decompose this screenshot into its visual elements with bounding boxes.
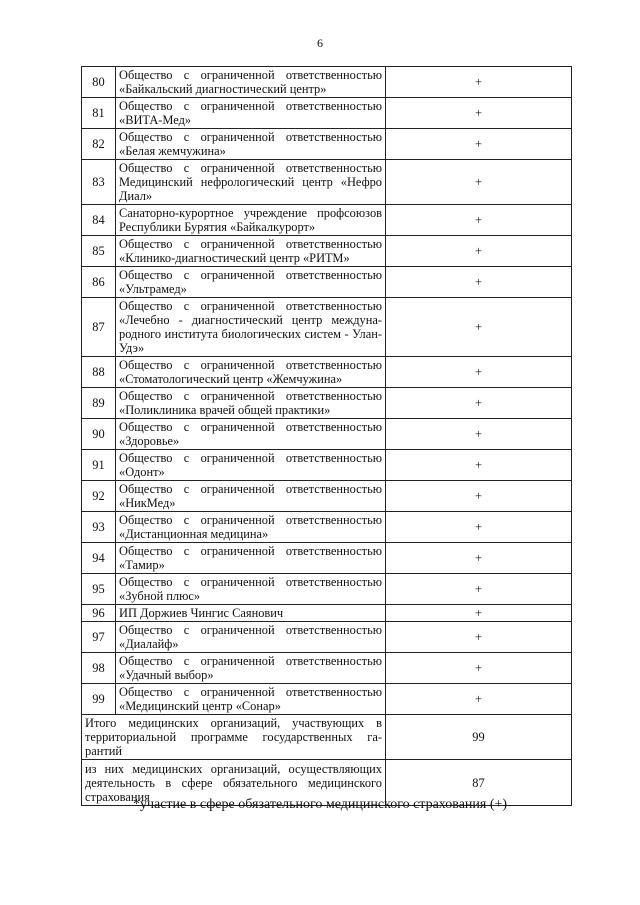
oms-participation-mark: + [386, 622, 572, 653]
organization-name: Общество с ограниченной ответственностью Медицинский нефрологический центр «Нефро Диал» [116, 160, 386, 205]
oms-participation-mark: + [386, 67, 572, 98]
oms-participation-mark: + [386, 574, 572, 605]
table-row [82, 357, 572, 388]
row-number: 90 [82, 419, 116, 450]
table-row [82, 450, 572, 481]
table-row [82, 605, 572, 622]
table-row [82, 298, 572, 357]
table-row [82, 622, 572, 653]
row-number: 83 [82, 160, 116, 205]
table-row [82, 388, 572, 419]
row-number: 97 [82, 622, 116, 653]
row-number: 87 [82, 298, 116, 357]
organization-name: Общество с ограниченной ответственностью «Одонт» [116, 450, 386, 481]
organization-name: Общество с ограниченной ответственностью «Дистанционная медицина» [116, 512, 386, 543]
row-number: 88 [82, 357, 116, 388]
oms-participation-mark: + [386, 236, 572, 267]
organization-name: Общество с ограниченной ответственностью «Стоматологический центр «Жемчужина» [116, 357, 386, 388]
row-number: 99 [82, 684, 116, 715]
row-number: 95 [82, 574, 116, 605]
footnote: *участие в сфере обязательного медицинского страхования (+) [132, 797, 508, 812]
organization-name: Общество с ограниченной ответственностью «Лечебно - диагностический центр междуна-родного института биологических систем - Улан-Удэ» [116, 298, 386, 357]
table-row [82, 543, 572, 574]
row-number: 91 [82, 450, 116, 481]
table-row [82, 653, 572, 684]
row-number: 86 [82, 267, 116, 298]
row-number: 94 [82, 543, 116, 574]
table-row [82, 267, 572, 298]
table-row [82, 205, 572, 236]
organization-name: Общество с ограниченной ответственностью «Зубной плюс» [116, 574, 386, 605]
table-row [82, 481, 572, 512]
organization-name: Общество с ограниченной ответственностью «Поликлиника врачей общей практики» [116, 388, 386, 419]
organization-name: Общество с ограниченной ответственностью «Медицинский центр «Сонар» [116, 684, 386, 715]
row-number: 82 [82, 129, 116, 160]
oms-participation-mark: + [386, 512, 572, 543]
row-number: 80 [82, 67, 116, 98]
organization-name: Общество с ограниченной ответственностью «Белая жемчужина» [116, 129, 386, 160]
total-label: из них медицинских организаций, осуществляющих деятельность в сфере обязательного медицинского страхования [82, 760, 386, 806]
table-row [82, 574, 572, 605]
oms-participation-mark: + [386, 205, 572, 236]
organization-name: Санаторно-курортное учреждение профсоюзов Республики Бурятия «Байкалкурорт» [116, 205, 386, 236]
total-row [82, 715, 572, 760]
oms-participation-mark: + [386, 605, 572, 622]
row-number: 89 [82, 388, 116, 419]
total-value: 99 [386, 715, 572, 760]
oms-participation-mark: + [386, 684, 572, 715]
table-row [82, 419, 572, 450]
table-row [82, 160, 572, 205]
organization-name: Общество с ограниченной ответственностью «ВИТА-Мед» [116, 98, 386, 129]
row-number: 98 [82, 653, 116, 684]
organization-name: Общество с ограниченной ответственностью «Клинико-диагностический центр «РИТМ» [116, 236, 386, 267]
row-number: 81 [82, 98, 116, 129]
organization-name: Общество с ограниченной ответственностью «Тамир» [116, 543, 386, 574]
page-number: 6 [317, 36, 323, 50]
oms-participation-mark: + [386, 419, 572, 450]
table-row [82, 129, 572, 160]
oms-participation-mark: + [386, 160, 572, 205]
organizations-table-body [82, 67, 572, 806]
organization-name: Общество с ограниченной ответственностью «Байкальский диагностический центр» [116, 67, 386, 98]
organization-name: Общество с ограниченной ответственностью «Удачный выбор» [116, 653, 386, 684]
oms-participation-mark: + [386, 267, 572, 298]
total-value: 87 [386, 760, 572, 806]
oms-participation-mark: + [386, 298, 572, 357]
table-row [82, 512, 572, 543]
organization-name: Общество с ограниченной ответственностью «Диалайф» [116, 622, 386, 653]
oms-participation-mark: + [386, 98, 572, 129]
organization-name: Общество с ограниченной ответственностью «Ультрамед» [116, 267, 386, 298]
oms-participation-mark: + [386, 481, 572, 512]
organization-name: Общество с ограниченной ответственностью «Здоровье» [116, 419, 386, 450]
oms-participation-mark: + [386, 450, 572, 481]
row-number: 85 [82, 236, 116, 267]
organization-name: ИП Доржиев Чингис Саянович [116, 605, 386, 622]
organization-name: Общество с ограниченной ответственностью «НикМед» [116, 481, 386, 512]
oms-participation-mark: + [386, 653, 572, 684]
table-row [82, 98, 572, 129]
oms-participation-mark: + [386, 543, 572, 574]
row-number: 93 [82, 512, 116, 543]
total-label: Итого медицинских организаций, участвующих в территориальной программе государственных га-рантий [82, 715, 386, 760]
oms-participation-mark: + [386, 129, 572, 160]
organizations-table [81, 66, 572, 806]
row-number: 96 [82, 605, 116, 622]
row-number: 84 [82, 205, 116, 236]
oms-participation-mark: + [386, 357, 572, 388]
row-number: 92 [82, 481, 116, 512]
table-row [82, 67, 572, 98]
table-row [82, 684, 572, 715]
table-row [82, 236, 572, 267]
oms-participation-mark: + [386, 388, 572, 419]
